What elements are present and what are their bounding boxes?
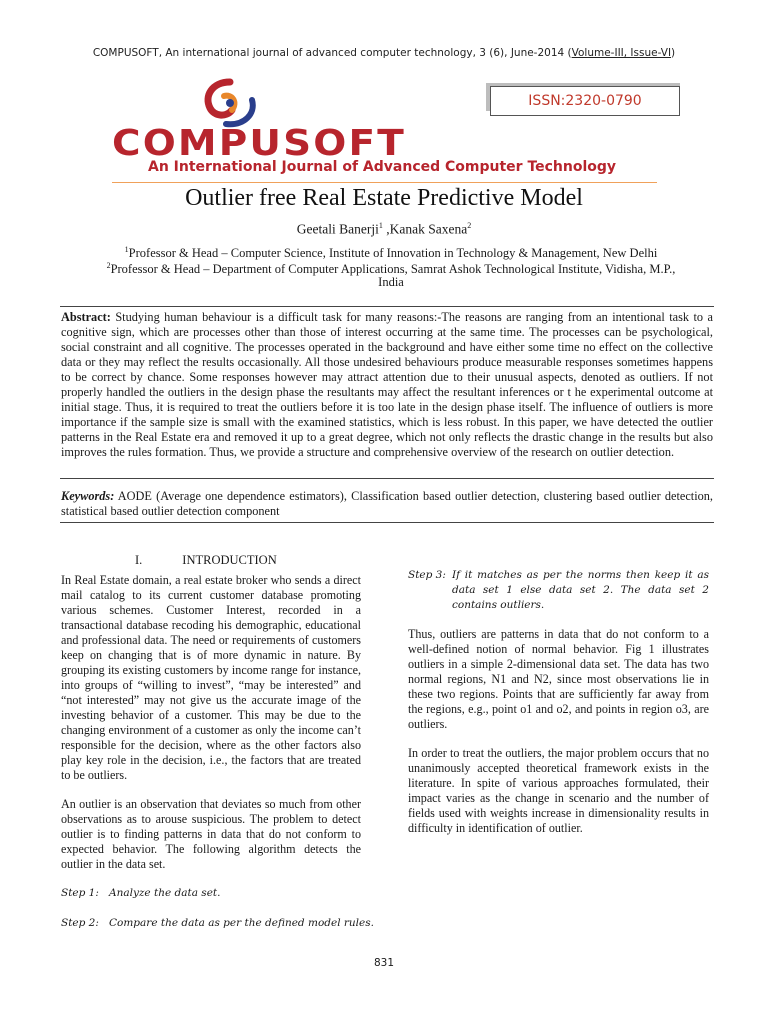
paper-title: Outlier free Real Estate Predictive Model — [185, 185, 583, 211]
affiliation-2-sup: 2 — [106, 261, 111, 270]
author-1: Geetali Banerji — [296, 221, 379, 237]
left-paragraph-1: In Real Estate domain, a real estate broker who sends a direct mail catalog to its current customer database promoting various schemes. Customer Interest, recorded in a transactional database recoding his demographic, educational and professional data. The need or requirements of customers keep on changing that is of more dynamic in nature. By grouping its existing customers by income range for instance, into groups of “willing to invest”, “may be interested” and “not interested” may not give us the accurate image of the investing behavior of a customer. This may be due to the changing environment of a customer as only the income can’t responsible for the decision, where as the other factors also play key role in the decision, i.e., the factors that are treated to be outliers. — [61, 573, 361, 782]
abstract-label: Abstract: — [61, 310, 111, 324]
header-divider — [112, 182, 657, 183]
step-2-label: Step 2: — [61, 917, 99, 929]
abstract-bottom-rule — [60, 478, 714, 479]
author-2-sup: 2 — [467, 221, 472, 230]
step-1 — [61, 886, 220, 901]
step-1-label: Step 1: — [61, 887, 99, 899]
right-paragraph-1: Thus, outliers are patterns in data that do not conform to a well-defined notion of normal behavior. Fig 1 illustrates outliers in a simple 2-dimensional data set. The data has two normal regions, N1 and N2, since most observations lie in these two regions. Points that are sufficiently far away from the regions, e.g., point o1 and o2, and points in region o3, are outliers. — [408, 627, 709, 731]
author-separator: , — [382, 221, 390, 237]
step-3 — [408, 568, 709, 613]
logo-brand-text: COMPUSOFT — [112, 123, 406, 164]
step-1-text: Analyze the data set. — [109, 887, 221, 899]
issn-box: ISSN:2320-0790 — [490, 86, 680, 116]
journal-header — [0, 47, 768, 59]
section-number: I. — [135, 553, 143, 567]
abstract-top-rule — [60, 306, 714, 307]
journal-citation: COMPUSOFT, An international journal of advanced computer technology, 3 (6), June-2014 ( — [92, 47, 572, 59]
authors-line — [0, 221, 768, 238]
keywords — [61, 489, 713, 519]
author-2: Kanak Saxena — [389, 221, 468, 237]
abstract — [61, 310, 713, 460]
step-2-text: Compare the data as per the defined model rules. — [109, 917, 374, 929]
affiliation-1-sup: 1 — [124, 245, 129, 254]
affiliation-1-text: Professor & Head – Computer Science, Institute of Innovation in Technology & Management, New Delhi — [128, 246, 658, 261]
keywords-bottom-rule — [60, 522, 714, 523]
keywords-label: Keywords: — [61, 489, 115, 503]
step-3-text: If it matches as per the norms then keep it as data set 1 else data set 2. The data set 2 contains outliers. — [452, 569, 709, 611]
author-1-sup: 1 — [378, 221, 383, 230]
abstract-text: Studying human behaviour is a difficult task for many reasons:-The reasons are ranging from an intentional task to a cognitive sign, which are processes other than those of interest occurring at the same time. The processes can be psychological, social constraint and all cognitive. The processes operated in the background and have either some time no effect on the collective data or they may reflect the results occasionally. All those undesired behaviours produce measurable responses sometimes happens to be correct by chance. Some responses however may attract attention due to their unusual aspects, denoted as outliers. If not properly handled the outliers in the design phase the resultants may affect the resultant inferences or t he experimental outcome at initial stage. Thus, it is required to treat the outliers before it is too late in the design phase itself. The influence of outliers is more importance if the sample size is small with the examined statistics, which is less robust. In this paper, we have detected the outlier patterns in the Real Estate era and removed it up to a great degree, which not only reflects the drastic change in the results but also improves the rules formation. Thus, we provide a structure and comprehensive overview of the research on outlier detection. — [61, 310, 713, 459]
page-number: 831 — [373, 957, 395, 969]
affiliation-2-text: Professor & Head – Department of Computer Applications, Samrat Ashok Technological Institute, Vidisha, M.P., — [110, 262, 676, 277]
volume-issue-link[interactable]: Volume-III, Issue-VI — [571, 47, 672, 59]
section-title: INTRODUCTION — [182, 553, 277, 567]
left-paragraph-2: An outlier is an observation that deviates so much from other observations as to arouse suspicious. The problem to detect outlier is to finding patterns in data that do not conform to expected behavior. The following algorithm detects the outlier in the data set. — [61, 797, 361, 871]
right-paragraph-2: In order to treat the outliers, the major problem occurs that no unanimously accepted theoretical framework exists in the literature. In spite of various approaches formulated, their impact varies as the change in scenario and the number of fields used with weights increase in dimensionality results in difficulty in identification of outlier. — [408, 746, 709, 835]
keywords-text: AODE (Average one dependence estimators), Classification based outlier detection, clustering based outlier detection, statistical based outlier detection component — [61, 489, 713, 518]
step-2 — [61, 916, 374, 931]
affiliation-country: India — [378, 275, 404, 289]
journal-citation-end: ) — [671, 47, 676, 59]
step-3-label: Step 3: — [408, 569, 446, 581]
section-heading — [135, 553, 277, 568]
logo-tagline: An International Journal of Advanced Computer Technology — [148, 159, 617, 175]
